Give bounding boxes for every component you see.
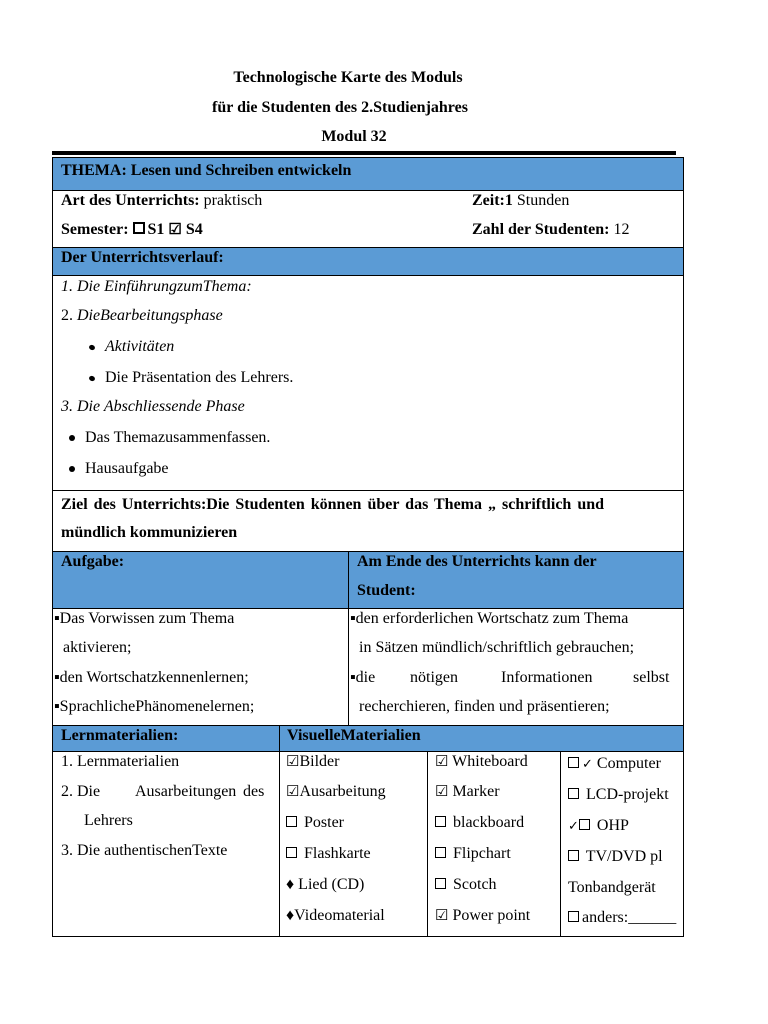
ergebnis-word-die: die bbox=[355, 669, 376, 686]
checked-box-icon[interactable]: ☑ bbox=[435, 908, 449, 924]
checked-box-icon[interactable]: ☑ bbox=[286, 784, 300, 800]
ausarbeitung-label: Ausarbeitung bbox=[299, 783, 386, 800]
bullet-icon bbox=[88, 375, 95, 382]
s1-label: S1 bbox=[147, 221, 165, 238]
ohp-label: OHP bbox=[592, 817, 629, 834]
checked-box-icon[interactable]: ☑ bbox=[435, 784, 449, 800]
lied-item bbox=[286, 876, 364, 894]
empty-box-icon[interactable] bbox=[568, 788, 579, 799]
step3: 3. Die Abschliessende Phase bbox=[61, 398, 245, 415]
materials-content-row bbox=[52, 752, 684, 937]
verlauf-content bbox=[52, 276, 684, 491]
title-rule bbox=[52, 151, 676, 155]
ergebnis-item-2-cont: recherchieren, finden und präsentieren; bbox=[359, 698, 610, 715]
aufgabe-item-3 bbox=[54, 698, 254, 716]
ergebnis-item-1 bbox=[350, 610, 628, 628]
art-field bbox=[61, 192, 262, 210]
lcd-label: LCD-projekt bbox=[582, 786, 669, 803]
blackboard-item bbox=[435, 814, 524, 832]
empty-box-icon[interactable] bbox=[286, 816, 297, 827]
ziel-row bbox=[52, 491, 684, 552]
doc-title-line1: Technologische Karte des Moduls bbox=[233, 69, 463, 86]
materials-heading-row bbox=[52, 726, 684, 752]
lern-item-2: 2. Die bbox=[61, 783, 101, 800]
ergebnis-item-1-text: den erforderlichen Wortschatz zum Thema bbox=[355, 610, 629, 627]
cell-divider bbox=[279, 726, 280, 751]
scotch-label: Scotch bbox=[449, 876, 497, 893]
bullet-icon bbox=[69, 435, 75, 441]
lern-heading: Lernmaterialien: bbox=[61, 727, 179, 744]
computer-label: Computer bbox=[592, 755, 661, 772]
empty-box-icon[interactable] bbox=[579, 819, 590, 830]
poster-item bbox=[286, 814, 344, 832]
tonband-item: Tonbandgerät bbox=[568, 879, 656, 896]
zeit-value: Stunden bbox=[512, 192, 570, 209]
verlauf-heading: Der Unterrichtsverlauf: bbox=[61, 249, 224, 266]
step3-bullet2-text: Hausaufgabe bbox=[85, 460, 169, 477]
info-row bbox=[52, 191, 684, 248]
bullet-icon bbox=[69, 466, 75, 472]
video-item bbox=[286, 907, 385, 925]
empty-box-icon[interactable] bbox=[568, 911, 579, 922]
cell-divider bbox=[348, 609, 349, 725]
aufgabe-item-1-cont: aktivieren; bbox=[63, 639, 132, 656]
art-value: praktisch bbox=[199, 192, 263, 209]
lied-label: Lied (CD) bbox=[294, 876, 365, 893]
thema-row bbox=[52, 158, 684, 191]
flipchart-label: Flipchart bbox=[449, 845, 511, 862]
empty-box-icon[interactable] bbox=[435, 847, 446, 858]
semester-label: Semester: bbox=[61, 221, 129, 238]
anders-label: anders:______ bbox=[582, 909, 677, 926]
flashkarte-item bbox=[286, 845, 371, 863]
cell-divider bbox=[427, 752, 428, 936]
step3-bullet1 bbox=[69, 429, 270, 447]
square-bullet-icon: ▪ bbox=[54, 610, 60, 627]
step1: 1. Die EinführungzumThema: bbox=[61, 278, 252, 295]
square-bullet-icon: ▪ bbox=[54, 698, 60, 715]
zahl-value: 12 bbox=[609, 221, 630, 238]
square-bullet-icon: ▪ bbox=[350, 610, 356, 627]
ergebnis-word-3: Informationen bbox=[501, 669, 593, 686]
zeit-label: Zeit:1 bbox=[472, 192, 513, 209]
thema-text: THEMA: Lesen und Schreiben entwickeln bbox=[61, 162, 352, 179]
whiteboard-item bbox=[435, 753, 528, 771]
visuelle-heading: VisuelleMaterialien bbox=[287, 727, 421, 744]
tvdvd-item bbox=[568, 848, 663, 866]
scotch-item bbox=[435, 876, 497, 894]
marker-item bbox=[435, 783, 500, 801]
tvdvd-label: TV/DVD pl bbox=[582, 848, 663, 865]
step2-bullet1-text: Aktivitäten bbox=[105, 338, 175, 355]
whiteboard-label: Whiteboard bbox=[448, 753, 528, 770]
checked-box-icon[interactable]: ☑ bbox=[435, 754, 449, 770]
checked-box-icon[interactable]: ☑ bbox=[286, 754, 300, 770]
poster-label: Poster bbox=[300, 814, 344, 831]
ergebnis-word-4: selbst bbox=[633, 669, 670, 686]
square-bullet-icon: ▪ bbox=[54, 669, 60, 686]
flashkarte-label: Flashkarte bbox=[300, 845, 371, 862]
empty-box-icon[interactable] bbox=[286, 847, 297, 858]
semester-field bbox=[61, 221, 203, 239]
zahl-label: Zahl der Studenten: bbox=[472, 221, 610, 238]
s1-checkbox[interactable] bbox=[133, 222, 145, 234]
step2-bullet2-text: Die Präsentation des Lehrers. bbox=[105, 369, 294, 386]
lern-item-1: 1. Lernmaterialien bbox=[61, 753, 180, 770]
step2-label: DieBearbeitungsphase bbox=[77, 307, 223, 324]
lern-item-2-cont: Lehrers bbox=[84, 812, 133, 829]
aufgabe-content-row bbox=[52, 609, 684, 726]
bilder-item bbox=[286, 753, 339, 771]
step3-bullet1-text: Das Themazusammenfassen. bbox=[85, 429, 271, 446]
empty-box-icon[interactable] bbox=[435, 816, 446, 827]
doc-title-line3: Modul 32 bbox=[321, 128, 387, 145]
step2-bullet2 bbox=[89, 369, 293, 387]
bilder-label: Bilder bbox=[299, 753, 340, 770]
diamond-bullet-icon: ♦ bbox=[286, 876, 295, 893]
square-bullet-icon: ▪ bbox=[350, 669, 356, 686]
diamond-bullet-icon: ♦ bbox=[286, 907, 295, 924]
doc-title-line2: für die Studenten des 2.Studienjahres bbox=[212, 99, 468, 116]
tick-icon: ✓ bbox=[582, 756, 593, 771]
powerpoint-item bbox=[435, 907, 530, 925]
bullet-icon bbox=[88, 344, 95, 351]
aufgabe-item-3-text: SprachlichePhänomenelernen; bbox=[59, 698, 255, 715]
aufgabe-item-1 bbox=[54, 610, 234, 628]
zahl-field bbox=[472, 221, 630, 239]
powerpoint-label: Power point bbox=[448, 907, 531, 924]
cell-divider bbox=[348, 552, 349, 608]
step3-bullet2 bbox=[69, 460, 169, 478]
ziel-line2: mündlich kommunizieren bbox=[61, 524, 238, 541]
aufgabe-heading-row bbox=[52, 552, 684, 609]
step2-bullet1 bbox=[89, 338, 174, 356]
ergebnis-heading-2: Student: bbox=[357, 582, 416, 599]
lern-item-2-word3: des bbox=[243, 783, 265, 800]
ergebnis-item-1-cont: in Sätzen mündlich/schriftlich gebrauchen; bbox=[359, 639, 635, 656]
lern-item-3: 3. Die authentischenTexte bbox=[61, 842, 228, 859]
video-label: Videomaterial bbox=[294, 907, 385, 924]
ohp-item bbox=[568, 817, 629, 835]
verlauf-heading-row bbox=[52, 248, 684, 276]
blackboard-label: blackboard bbox=[449, 814, 525, 831]
s4-checkbox-checked-icon[interactable]: ☑ bbox=[168, 222, 182, 238]
empty-box-icon[interactable] bbox=[568, 757, 579, 768]
art-label: Art des Unterrichts: bbox=[61, 192, 200, 209]
ausarbeitung-item bbox=[286, 783, 386, 801]
marker-label: Marker bbox=[448, 783, 500, 800]
computer-item bbox=[568, 755, 661, 773]
aufgabe-item-1-text: Das Vorwissen zum Thema bbox=[59, 610, 235, 627]
empty-box-icon[interactable] bbox=[568, 850, 579, 861]
ergebnis-heading-1: Am Ende des Unterrichts kann der bbox=[357, 553, 597, 570]
aufgabe-item-2 bbox=[54, 669, 249, 687]
anders-item bbox=[568, 909, 676, 927]
cell-divider bbox=[560, 752, 561, 936]
lcd-item bbox=[568, 786, 669, 804]
s4-label: S4 bbox=[185, 221, 203, 238]
ergebnis-item-2 bbox=[350, 669, 375, 687]
zeit-field bbox=[472, 192, 569, 210]
ziel-line1: Ziel des Unterrichts:Die Studenten können über das Thema „ schriftlich und bbox=[61, 496, 605, 513]
aufgabe-item-2-text: den Wortschatzkennenlernen; bbox=[59, 669, 249, 686]
aufgabe-heading: Aufgabe: bbox=[61, 553, 125, 570]
empty-box-icon[interactable] bbox=[435, 878, 446, 889]
tick-icon: ✓ bbox=[568, 818, 579, 833]
step2 bbox=[61, 307, 223, 325]
flipchart-item bbox=[435, 845, 511, 863]
ergebnis-word-2: nötigen bbox=[410, 669, 458, 686]
lern-item-2-word2: Ausarbeitungen bbox=[135, 783, 237, 800]
step2-num: 2. bbox=[61, 307, 77, 324]
cell-divider bbox=[279, 752, 280, 936]
